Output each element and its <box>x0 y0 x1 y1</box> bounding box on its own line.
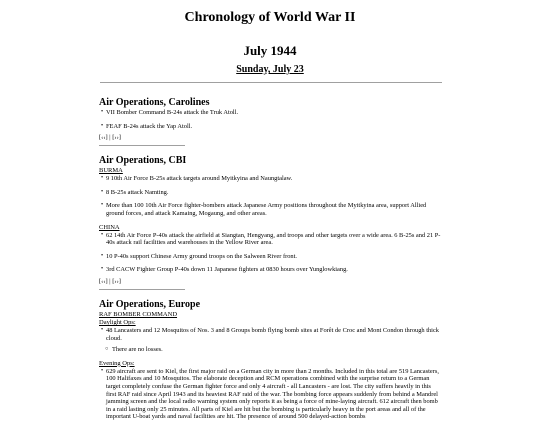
nav-separator: | <box>109 134 111 142</box>
next-link[interactable]: [››] <box>112 134 121 142</box>
section-carolines <box>99 97 442 146</box>
prev-link[interactable]: [‹‹] <box>99 134 108 142</box>
list-item <box>99 109 442 117</box>
section-title: Air Operations, CBI <box>99 155 187 167</box>
page-month: July 1944 <box>243 43 297 58</box>
nav-separator: | <box>109 277 111 285</box>
list-item <box>99 189 442 197</box>
daylight-ops-label: Daylight Ops: <box>99 318 136 326</box>
list-item-text: 3rd CACW Fighter Group P-40s down 11 Japanese fighters at 0830 hours over Yunglowkiang. <box>106 266 348 274</box>
daylight-list <box>99 327 442 342</box>
list-item-text: There are no losses. <box>112 346 163 354</box>
list-item <box>99 232 442 247</box>
list-item <box>99 266 442 274</box>
list-item <box>99 327 442 342</box>
list-item-text: 629 aircraft are sent to Kiel, the first major raid on a German city in more than 2 months. Included in this total are 519 Lancasters, 100 Halifaxes and 10 Mosquitos. The elaborate deception and RCM operations combined with the surprise return to a German target completely confuse the German fighter force and only 4 aircraft - all Lancasters - are lost. The city suffers heavily in this first RAF raid since April 1943 and its heaviest RAF raid of the war. The bombing force appears suddenly from behind a Mandrel jamming screen and the local radio warning system only reports it as being a force of mine-laying aircraft. 612 aircraft then bomb in a raid lasting only 25 minutes. All parts of Kiel are hit but the bombing is particularly heavy in the port areas and all of the important U-boat yards and naval facilities are hit. The presence of around 500 delayed-action bombs <box>106 367 439 421</box>
list-item <box>99 202 442 217</box>
subsection-raf-label: RAF BOMBER COMMAND <box>99 310 178 318</box>
next-link[interactable]: [››] <box>112 277 121 285</box>
list-item-text: 62 14th Air Force P-40s attack the airfield at Siangtan, Hengyang, and troops and other targets over a wide area. 6 B-25s and 21 P-40s attack rail facilities and warehouses in the Yellow River area. <box>106 231 441 247</box>
section-divider <box>99 289 185 290</box>
evening-ops-label: Evening Ops: <box>99 359 135 367</box>
nav-links <box>99 134 442 142</box>
header-divider <box>100 82 442 83</box>
section-divider <box>99 145 185 146</box>
list-item-text: 8 B-25s attack Namting. <box>106 188 169 196</box>
list-item-text: 10 P-40s support Chinese Army ground troops on the Salween River front. <box>106 252 297 260</box>
sub-list-item <box>99 346 442 354</box>
section-europe <box>99 299 442 421</box>
list-item <box>99 368 442 421</box>
page-title: Chronology of World War II <box>184 10 356 25</box>
burma-list <box>99 175 442 217</box>
subsection-burma-label: BURMA <box>99 167 123 175</box>
list-item-text: 48 Lancasters and 12 Mosquitos of Nos. 3 and 8 Groups bomb flying bomb sites at Forêt de Croc and Mont Condon through thick cloud. <box>106 326 439 342</box>
list-item <box>99 123 442 131</box>
china-list <box>99 232 442 274</box>
list-item <box>99 175 442 183</box>
section-cbi <box>99 155 442 290</box>
list-item-text: FEAF B-24s attack the Yap Atoll. <box>106 122 193 130</box>
subsection-china-label: CHINA <box>99 223 120 231</box>
section-title: Air Operations, Carolines <box>99 97 210 108</box>
list-item-text: VII Bomber Command B-24s attack the Truk Atoll. <box>106 109 239 116</box>
list-item <box>99 253 442 261</box>
prev-link[interactable]: [‹‹] <box>99 277 108 285</box>
page-date: Sunday, July 23 <box>236 64 304 75</box>
list-item-text: 9 10th Air Force B-25s attack targets around Myitkyina and Naungtalaw. <box>106 175 293 183</box>
carolines-list <box>99 109 442 130</box>
daylight-sub-list <box>99 346 442 354</box>
list-item-text: More than 100 10th Air Force fighter-bombers attack Japanese Army positions throughout the Myitkyina area, support Allied ground forces, and attack Kamaing, Mogaung, and other areas. <box>106 202 427 217</box>
nav-links <box>99 278 442 286</box>
evening-list <box>99 368 442 421</box>
page <box>0 10 540 421</box>
section-title: Air Operations, Europe <box>99 298 201 310</box>
